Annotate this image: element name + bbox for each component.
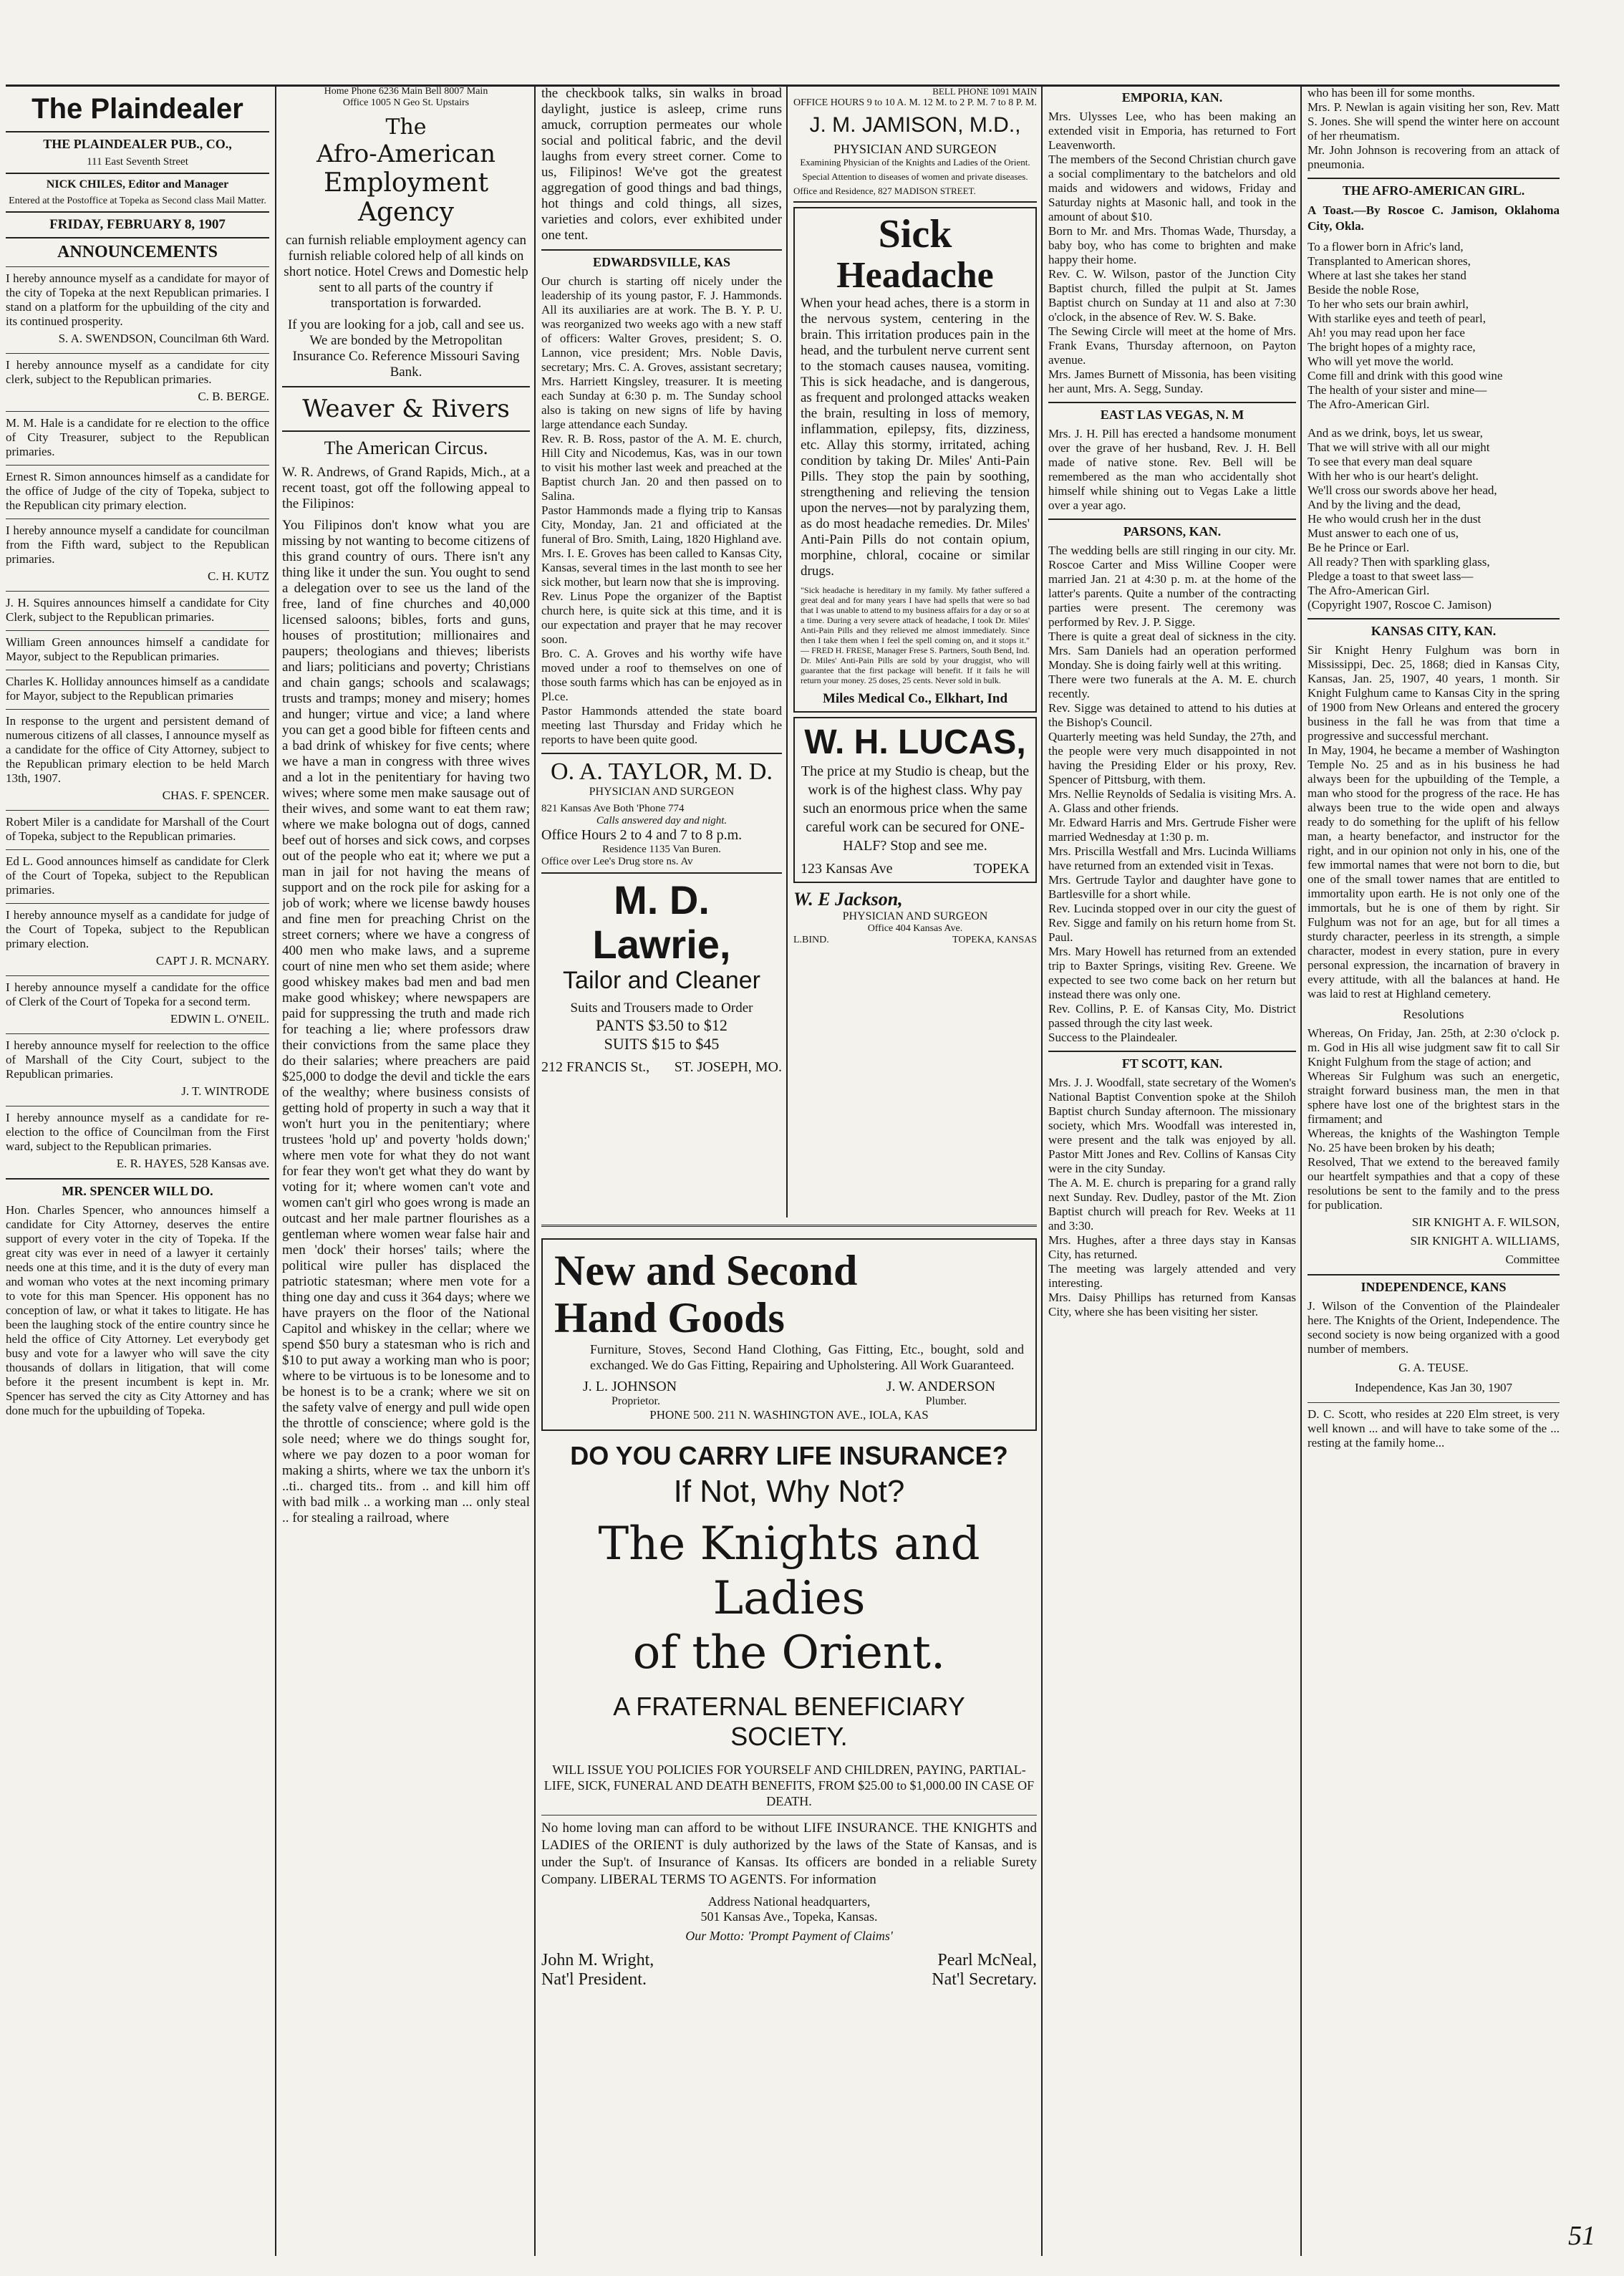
lucas-address: 123 Kansas Ave (801, 861, 893, 877)
column-1 (6, 86, 269, 2256)
lawrie-address: 212 FRANCIS St., (541, 1059, 650, 1075)
independence-sig: G. A. TEUSE. (1398, 1361, 1469, 1374)
col6-bottom: D. C. Scott, who resides at 220 Elm street, is very well known ... and will have to take some of the ... resting at the family home... (1308, 1407, 1560, 1450)
sick-body: When your head aches, there is a storm in the nervous system, centering in the brain. This irritation produces pain in the head, and the turbulent nerve current sent to the stomach causes nausea, vomiting. This is sick headache, and is dangerous, as frequent and prolonged attacks weaken the brain, resulting in loss of memory, inflammation, epilepsy, fits, dizziness, etc. Allay this stormy, irritated, aching condition by taking Dr. Miles' Anti-Pain Pills. They stop the pain by soothing, strengthening and relieving the tension upon the nerves—not by paralyzing them, as do most headache remedies. Dr. Miles' Anti-Pain Pills do not contain opium, morphine, chloral, cocaine or similar drugs. (801, 296, 1030, 579)
announcement: M. M. Hale is a candidate for re election to the office of City Treasurer, subject to the Republican primaries. (6, 416, 269, 458)
jamison-address: Office and Residence, 827 MADISON STREET. (793, 185, 976, 196)
edwardsville-body: Our church is starting off nicely under the leadership of its young pastor, F. J. Hammonds. All its auxiliaries are at work. The B. Y. P. U. was reorganized two weeks ago with a new staff of officers: Walter Groves, president; S. O. Lannon, vice president; Mrs. Noble Davis, secretary; Mrs. C. A. Groves, assistant secretary; Mrs. Harriett Kingsley, treasurer. It is meeting each Sunday at 6:30 p. m. The Sunday school also is taking on new signs of life by having large attendance each Sunday. Rev. R. B. Ross, pastor of the A. M. E. church, Hill City and Nicodemus, Kas, was in our town to visit his mother last week and preached at the Baptist church Jan. 20 and then passed on to Salina. Pastor Hammonds made a flying trip to Kansas City, Monday, Jan. 21 and officiated at the funeral of Bro. Smith, Laing, 1820 Highland ave. Mrs. I. E. Groves has been called to Kansas City, Kansas, several times in the last month to see her sick mother, but learn now that she is improving. Rev. Linus Pope the organizer of the Baptist church here, is quite sick at this time, and it is our expectation and prayer that he may recover soon. Bro. C. A. Groves and his worthy wife have moved under a roof to themselves on one of those south farms which has can be enjoyed as in Pl.ce. Pastor Hammonds attended the state board meeting last Thursday and Friday which he reports to have been quite good. (541, 274, 782, 746)
announcement-signature: S. A. SWENDSON, Councilman 6th Ward. (58, 332, 269, 345)
sick-heading-1: Sick (878, 212, 952, 256)
lucas-body: The price at my Studio is cheap, but the work is of the highest class. Why pay such an enormous price when the same careful work can be secured for ONE-HALF? Stop and see me. (801, 763, 1030, 854)
entered-note: Entered at the Postoffice at Topeka as Second class Mail Matter. (9, 196, 266, 206)
johnson-role: Proprietor. (612, 1395, 660, 1407)
ftscott-heading: FT SCOTT, KAN. (1121, 1056, 1223, 1071)
no-home: No home loving man can afford to be without LIFE INSURANCE. THE KNIGHTS and LADIES of the ORIENT is duly authorized by the laws of the State of Kansas, and is under the Sup't. of Insurance of Kansas. Its officers are bonded in a reliable Surety Company. LIBERAL TERMS TO AGENTS. For information (541, 1821, 1037, 1887)
column-6 (1308, 86, 1560, 2256)
circus-heading: The American Circus. (324, 438, 488, 458)
editor: NICK CHILES, Editor and Manager (46, 178, 229, 191)
poem-intro: A Toast.—By Roscoe C. Jamison, Oklahoma City, Okla. (1308, 203, 1560, 233)
column-5 (1048, 86, 1296, 2256)
sick-fine-print: "Sick headache is hereditary in my family. My father suffered a great deal and for many years I have had spells that were so bad that I was unable to attend to my business affairs for a day or so at a time. During a very severe attack of headache, I took Dr. Miles' Anti-Pain Pills and they relieved me almost immediately. Since then I take them when I feel the spell coming on, and it stops it." — FRED H. FRESE, Manager Frese S. Partners, South Bend, Ind. Dr. Miles' Anti-Pain Pills are sold by your druggist, who will guarantee that the first package will benefit. If it fails he will return your money. 25 doses, 25 cents. Never sold in bulk. (801, 585, 1030, 685)
ad-address-2: 501 Kansas Ave., Topeka, Kansas. (700, 1909, 878, 1924)
announcement: I hereby announce myself as a candidate for re-election to the office of Councilman from the First ward, subject to the Republican primaries. (6, 1111, 269, 1153)
publisher-address: 111 East Seventh Street (87, 156, 188, 168)
announcement: William Green announces himself a candidate for Mayor, subject to the Republican primaries. (6, 635, 269, 663)
agency-title-1: Afro-American (316, 140, 496, 168)
announcement: J. H. Squires announces himself a candidate for City Clerk, subject to the Republican primaries. (6, 596, 269, 624)
announcement: I hereby announce myself a candidate for councilman from the Fifth ward, subject to the Republican primaries. (6, 524, 269, 566)
spencer-article: Hon. Charles Spencer, who announces himself a candidate for City Attorney, deserves the entire support of every voter in the city of Topeka. If the great city was ever in need of a lawyer it certainly needs one at this time, and it is the duty of every man and woman who votes at the next incoming primary to vote for this man Spencer. His opponent has no conception of law, or what it takes to litigate. He has been the laughing stock of the entire country since he held the office of City Attorney. Let everybody get busy and vote for a lawyer who will save the city thousands of dollars in litigation, that will come before it the present incumbent is kept in. Mr. Spencer has served the city as City Attorney and has done much for the upbuilding of Topeka. (6, 1203, 269, 1417)
if-not: If Not, Why Not? (673, 1474, 905, 1509)
taylor-name: O. A. TAYLOR, M. D. (551, 758, 773, 785)
announcement: I hereby announce myself a candidate for the office of Clerk of the Court of Topeka for a second term. (6, 980, 269, 1008)
jackson-name: W. E Jackson, (793, 889, 903, 910)
sick-company: Miles Medical Co., Elkhart, Ind (822, 691, 1008, 706)
lawrie-line: Suits and Trousers made to Order (570, 1000, 753, 1016)
resolution-sig-1: SIR KNIGHT A. F. WILSON, (1411, 1215, 1560, 1229)
agency-office: Office 1005 N Geo St. Upstairs (342, 97, 470, 108)
announcement: I hereby announce myself as a candidate for mayor of the city of Topeka at the next Republican primaries. I stand on a platform for the upbuilding of the city and its continued prosperity. (6, 271, 269, 328)
second-hand-ad (541, 1238, 1037, 1431)
resolutions-body: Whereas, On Friday, Jan. 25th, at 2:30 o'clock p. m. God in His all wise judgment saw fit to call Sir Knight Fulghum from the stage of action; and Whereas Sir Fulghum was such an energetic, straight forward business man, the men in that sphere have lost one of the brightest stars in the firmament; and Whereas, the knights of the Washington Temple No. 25 have been broken by his death; Resolved, That we extend to the bereaved family our heartfelt sympathies and that a copy of these resolutions be sent to the family and to the press for publication. (1308, 1026, 1560, 1212)
jackson-office: Office 404 Kansas Ave. (867, 923, 963, 934)
announcement: In response to the urgent and persistent demand of numerous citizens of all classes, I announce myself as a candidate for the office of City Attorney, subject to the Republican primary election to be held March 13th, 1907. (6, 714, 269, 785)
newspaper-page (6, 86, 1560, 2263)
lucas-name: W. H. LUCAS, (804, 723, 1026, 761)
announcements-list (6, 271, 269, 1171)
lawrie-trade: Tailor and Cleaner (563, 967, 760, 994)
anderson-role: Plumber. (925, 1395, 967, 1407)
jamison-title: PHYSICIAN AND SURGEON (833, 142, 997, 156)
announcement-signature: E. R. HAYES, 528 Kansas ave. (116, 1157, 269, 1170)
lawrie-suits: SUITS $15 to $45 (604, 1035, 720, 1053)
sick-headache-ad (793, 207, 1037, 713)
wright-role: Nat'l President. (541, 1970, 647, 1989)
masthead: The Plaindealer (32, 93, 243, 125)
independence-sig-2: Independence, Kas Jan 30, 1907 (1355, 1381, 1512, 1394)
taylor-title: PHYSICIAN AND SURGEON (589, 786, 735, 798)
announcement-signature: C. B. BERGE. (198, 390, 269, 403)
announcement-signature: CHAS. F. SPENCER. (162, 789, 269, 802)
eastlas-body: Mrs. J. H. Pill has erected a handsome monument over the grave of her husband, Rev. J. H. Bell made of native stone. Rev. Bell will be remembered as the man who accidentally shot himself while shining out to Vegas Lake a little over a year ago. (1048, 427, 1296, 512)
column-2 (282, 86, 530, 2256)
resolutions-heading: Resolutions (1403, 1007, 1464, 1021)
lucas-ad (793, 717, 1037, 883)
taylor-address: 821 Kansas Ave Both 'Phone 774 (541, 803, 685, 814)
announcements-heading: ANNOUNCEMENTS (57, 243, 218, 261)
taylor-hours: Office Hours 2 to 4 and 7 to 8 p.m. (541, 827, 743, 843)
circus-body: You Filipinos don't know what you are missing by not wanting to become citizens of this grand country of ours. There isn't any thing like it under the sun. You ought to send a delegation over to see us the land of the free, land of fine churches and 40,000 licensed saloons; bibles, forts and guns, houses of prostitution; millionaires and paupers; theologians and thieves; liberists and liars; politicians and poverty; Christians and chain gangs; schools and scalawags; trusts and tramps; money and misery; homes and hunger; virtue and vice; a land where you can get a good bible for fifteen cents and a bad drink of whiskey for five cents; where we have a man in congress with three wives and a lot in the penitentiary for having two wives; where some men make sausage out of their wives, and some want to eat them raw; where we make bologna out of dogs, canned beef out of horses and sick cows, and corpses out of the people who eat it; where we put a man in jail for not having the means of support and on the rock pile for asking for a job of work; where we license bawdy houses and fine men for preaching Christ on the street corners; where we have a congress of 400 men who make laws, and a supreme court of nine men who set them aside; where good whiskey makes bad men and bad men make good whiskey; where newspapers are paid for suppressing the truth and made rich for teaching a lie; where professors draw their convictions from the same place they do their salaries; where preachers are paid $25,000 to dodge the devil and tickle the ears of the wealthy; where business consists of getting hold of property in such a way that it won't hurt you in the penitentiary; where trustees 'hold up' and poverty 'holds down;' where men vote for what they do not want for fear they won't get what they do want by voting for it; where women can't vote and women can't girl who goes wrong is made an outcast and her male partner flourishes as a gentleman where women wear false hair and men 'dock' their horses' tails; where the political wire puller has displaced the patriotic statesman; where men vote for a thing one day and cuss it 364 days; where we have prayers on the floor of the National Capitol and whiskey in the cellar; where we spend $50 bury a statesman who is rich and $10 to put away a working man who is poor; where to be virtuous is to be lonesome and to be honest is to be a crank; where we sit on the safety valve of energy and pull wide open the throttle of conscience; where gold is the sole need; where we do things sought for, where we pay dozen to a poor woman for making a shirts, where we tax the unborn it's ..ti.. charged tits.. from .. and kill him off with bad milk .. a working man ... only steal .. for stealing a railroad, where (282, 518, 530, 1525)
agency-body: can furnish reliable employment agency can furnish reliable colored help of all kinds on short notice. Hotel Crews and Domestic help sent to all parts of the country if transportation is forwarded. (284, 233, 528, 311)
society: SOCIETY. (730, 1722, 848, 1751)
johnson-name: J. L. JOHNSON (583, 1379, 677, 1394)
ftscott-body: Mrs. J. J. Woodfall, state secretary of the Women's National Baptist Convention spoke at the Shiloh Baptist church Sunday afternoon. The missionary society, which Mrs. Woodfall was interested in, were present and the talk was enjoyed by all. Pastor Mitt Jones and Rev. Collins of Kansas City were in the city Sunday. The A. M. E. church is preparing for a grand rally next Sunday. Rev. Dudley, pastor of the Mt. Zion Baptist church will preach for Rev. Weeks at 11 and 3:30. Mrs. Hughes, after a three days stay in Kansas City, has returned. The meeting was largely attended and very interesting. Mrs. Daisy Phillips has returned from Kansas City, where she has been visiting her sister. (1048, 1076, 1296, 1318)
resolution-sig-2: SIR KNIGHT A. WILLIAMS, (1410, 1234, 1560, 1248)
knights-title-1: The Knights and Ladies (598, 1518, 980, 1625)
taylor-office: Office over Lee's Drug store ns. Av (541, 856, 693, 867)
sick-heading-2: Headache (836, 255, 994, 296)
jamison-hours: OFFICE HOURS 9 to 10 A. M. 12 M. to 2 P. M. 7 to 8 P. M. (793, 97, 1037, 108)
jamison-special: Special Attention to diseases of women and private diseases. (802, 171, 1028, 182)
column-4 (793, 86, 1037, 1217)
kc-body: Sir Knight Henry Fulghum was born in Mississippi, Dec. 25, 1868; died in Kansas City, Kansas, Jan. 25, 1907, 40 years, 1 month. Sir Knight Fulghum came to Kansas City in the spring of 1900 from New Orleans and entered the grocery business in the fall he was from that time a progressive and successful merchant. In May, 1904, he became a member of Washington Temple No. 25 and as in his business he had always been for the upbuilding of the Temple, a man who stood for the progress of the race. He has always been true to the wide open and always ready to do something for the uplift of his fellow man, a hearty benefactor, and instructor for the right, and in our opinion not only in his, one of the few immortal names that were not born to die, but one of the small tower names that are entitled to immortality upon earth. He is not only one of the immortals, but he is one of them by right. Sir Fulghum was not for an age, but for all times a sturdy character, peerless in its strength, a simple character, modest in every station, pure in every personal expression, the incarnation of bravery in every attitude, with all the balances at hand. He was laid to rest at Highland cemetery. (1308, 643, 1560, 1000)
lawrie-city: ST. JOSEPH, MO. (674, 1059, 782, 1075)
emporia-body: Mrs. Ulysses Lee, who has been making an extended visit in Emporia, has returned to Fort Leavenworth. The members of the Second Christian church gave a social complimentary to the batchelors and old maids and widowers and widows, Friday and Saturday nights at Masonic hall, and took in the amount of about $10. Born to Mr. and Mrs. Thomas Wade, Thursday, a baby boy, who has come to brighten and make happy their home. Rev. C. W. Wilson, pastor of the Junction City Baptist church, filled the pulpit at St. James Baptist church on Sunday at 11 and also at 7:30 o'clock, in the absence of Rev. W. S. Bake. The Sewing Circle will meet at the home of Mrs. Frank Evans, Thursday afternoon, on Payton avenue. Mrs. James Burnett of Missonia, has been visiting her aunt, Mrs. A. Segg, Sunday. (1048, 110, 1296, 395)
announcement: Charles K. Holliday announces himself as a candidate for Mayor, subject to the Republican primaries (6, 675, 269, 703)
independence-body: J. Wilson of the Convention of the Plaindealer here. The Knights of the Orient, Independence. The second society is now being organized with a good number of members. (1308, 1299, 1560, 1356)
agency-phones: Home Phone 6236 Main Bell 8007 Main (324, 86, 488, 97)
announcement-signature: C. H. KUTZ (208, 569, 269, 583)
edwardsville-heading: EDWARDSVILLE, KAS (592, 255, 731, 269)
ad-address: Address National headquarters, (707, 1894, 871, 1909)
new-second: New and Second (554, 1247, 858, 1294)
jackson-city: TOPEKA, KANSAS (952, 935, 1037, 945)
taylor-residence: Residence 1135 Van Buren. (602, 844, 721, 855)
announcement: I hereby announce myself as a candidate for judge of the Court of Topeka, subject to the Republican primary election. (6, 908, 269, 950)
will-issue: WILL ISSUE YOU POLICIES FOR YOURSELF AND CHILDREN, PAYING, PARTIAL-LIFE, SICK, FUNERAL AND DEATH BENEFITS, FROM $25.00 to $1,000.00 IN CASE OF DEATH. (543, 1763, 1035, 1808)
announcement: I hereby announce myself as a candidate for city clerk, subject to the Republican primaries. (6, 358, 269, 386)
mcneal-role: Nat'l Secretary. (932, 1970, 1037, 1989)
hand-goods: Hand Goods (554, 1294, 785, 1341)
resolution-sig-3: Committee (1505, 1253, 1560, 1266)
page-number: 51 (1568, 2221, 1595, 2251)
announcement: Robert Miler is a candidate for Marshall of the Court of Topeka, subject to the Republican primaries. (6, 815, 269, 843)
announcement-signature: EDWIN L. O'NEIL. (170, 1012, 269, 1026)
wright-name: John M. Wright, (541, 1951, 654, 1969)
weaver-rivers: Weaver & Rivers (302, 395, 510, 423)
life-insurance-question: DO YOU CARRY LIFE INSURANCE? (570, 1441, 1008, 1470)
announcement: I hereby announce myself for reelection to the office of Marshall of the City Court, subject to the Republican primaries. (6, 1038, 269, 1081)
poem: To a flower born in Afric's land, Transplanted to American shores, Where at last she takes her stand Beside the noble Rose, To her who sets our brain awhirl, With starlike eyes and teeth of pearl, Ah! you may read upon her face The bright hopes of a mighty race, Who will yet move the world. Come fill and drink with this good wine The health of your sister and mine— The Afro-American Girl. And as we drink, boys, let us swear, That we will strive with all our might To see that every man deal square With her who is our heart's delight. We'll cross our swords above her head, And by the living and the dead, He who would crush her in the dust Must answer to each one of us, Be he Prince or Earl. All ready? Then with sparkling glass, Pledge a toast to that sweet lass— The Afro-American Girl. (Copyright 1907, Roscoe C. Jamison) (1308, 240, 1503, 612)
furniture-text: Furniture, Stoves, Second Hand Clothing, Gas Fitting, Etc., bought, sold and exchanged. We do Gas Fitting, Repairing and Upholstering. All Work Guaranteed. (590, 1342, 1024, 1372)
lawrie-pants: PANTS $3.50 to $12 (596, 1016, 728, 1034)
eastlas-heading: EAST LAS VEGAS, N. M (1100, 408, 1244, 422)
knights-ad-area (541, 1225, 1037, 2256)
poem-heading: THE AFRO-AMERICAN GIRL. (1342, 183, 1525, 198)
col6-top: who has been ill for some months. Mrs. P. Newlan is again visiting her son, Rev. Matt S. Jones. She will spend the winter here on account of her rheumatism. Mr. John Johnson is recovering from an attack of pneumonia. (1308, 86, 1560, 171)
jackson-title: PHYSICIAN AND SURGEON (842, 910, 988, 922)
announcement: Ernest R. Simon announces himself as a candidate for the office of Judge of the city of Topeka, subject to the Republican city primary election. (6, 470, 269, 512)
announcement: Ed L. Good announces himself as candidate for Clerk of the Court of Topeka, subject to the Republican primaries. (6, 854, 269, 897)
circus-continued: the checkbook talks, sin walks in broad daylight, justice is asleep, crime runs amuck, corruption permeates our whole social and political fabric, and the devil laughs from every street corner. Come to us, Filipinos! We've got the greatest aggregation of good things and bad things, hot things and cold things, all sizes, varieties and colors, ever exhibited under one tent. (541, 86, 782, 243)
announcement-signature: CAPT J. R. MCNARY. (155, 954, 269, 968)
emporia-heading: EMPORIA, KAN. (1121, 90, 1223, 105)
lawrie-name: M. D. Lawrie, (592, 877, 731, 967)
agency-the: The (385, 115, 427, 140)
knights-title-2: of the Orient. (632, 1626, 946, 1679)
agency-title-2: Employment Agency (323, 168, 489, 227)
anderson-name: J. W. ANDERSON (886, 1379, 995, 1394)
fraternal: A FRATERNAL BENEFICIARY (613, 1692, 965, 1721)
jamison-sub: Examining Physician of the Knights and Ladies of the Orient. (800, 157, 1030, 168)
motto: Our Motto: 'Prompt Payment of Claims' (685, 1929, 893, 1943)
mcneal-name: Pearl McNeal, (937, 1951, 1037, 1969)
publisher: THE PLAINDEALER PUB., CO., (43, 137, 232, 151)
parsons-body: The wedding bells are still ringing in our city. Mr. Roscoe Carter and Miss Willine Cooper were married Jan. 21 at 4:30 p. m. at the home of the latter's parents. Quite a number of the contracting parties were present. The ceremony was performed by Rev. J. P. Sigge. There is quite a great deal of sickness in the city. Mrs. Sam Daniels had an operation performed Monday. She is doing fairly well at this writing. There were two funerals at the A. M. E. church recently. Rev. Sigge was detained to attend to his duties at the Bishop's Council. Quarterly meeting was held Sunday, the 27th, and the people were very much disappointed in not having the Presiding Elder or his proxy, Rev. Spencer of Pittsburg, with them. Mrs. Nellie Reynolds of Sedalia is visiting Mrs. A. A. Glass and other friends. Mr. Edward Harris and Mrs. Gertrude Fisher were married Wednesday at 1:30 p. m. Mrs. Priscilla Westfall and Mrs. Lucinda Williams have returned from an extended visit in Texas. Mrs. Gertrude Taylor and daughter have gone to Bartlesville for a short while. Rev. Lucinda stopped over in our city the guest of Rev. Sigge and family on his return home from St. Paul. Mrs. Mary Howell has returned from an extended trip to Baxter Springs, visiting Rev. Greene. We expected to see two come back on her return but instead there was only one. Rev. Collins, P. E. of Kansas City, Mo. District passed through the city last week. Success to the Plaindealer. (1048, 544, 1296, 1044)
jamison-phone: BELL PHONE 1091 MAIN (932, 86, 1037, 97)
lucas-city: TOPEKA (973, 861, 1030, 877)
jackson-left: L.BIND. (793, 935, 829, 945)
taylor-calls: Calls answered day and night. (596, 815, 728, 826)
agency-body-2: If you are looking for a job, call and see us. We are bonded by the Metropolitan Insurance Co. Reference Missouri Saving Bank. (287, 317, 525, 380)
announcement-signature: J. T. WINTRODE (181, 1084, 269, 1098)
kc-heading: KANSAS CITY, KAN. (1371, 624, 1497, 638)
circus-intro: W. R. Andrews, of Grand Rapids, Mich., at a recent toast, got off the following appeal to the Filipinos: (282, 465, 530, 511)
jamison-name: J. M. JAMISON, M.D., (809, 113, 1021, 137)
phone-address: PHONE 500. 211 N. WASHINGTON AVE., IOLA, KAS (649, 1408, 929, 1422)
parsons-heading: PARSONS, KAN. (1123, 524, 1222, 539)
spencer-heading: MR. SPENCER WILL DO. (62, 1184, 213, 1198)
column-3 (541, 86, 782, 1217)
independence-heading: INDEPENDENCE, KANS (1360, 1280, 1507, 1294)
issue-date: FRIDAY, FEBRUARY 8, 1907 (49, 217, 226, 232)
